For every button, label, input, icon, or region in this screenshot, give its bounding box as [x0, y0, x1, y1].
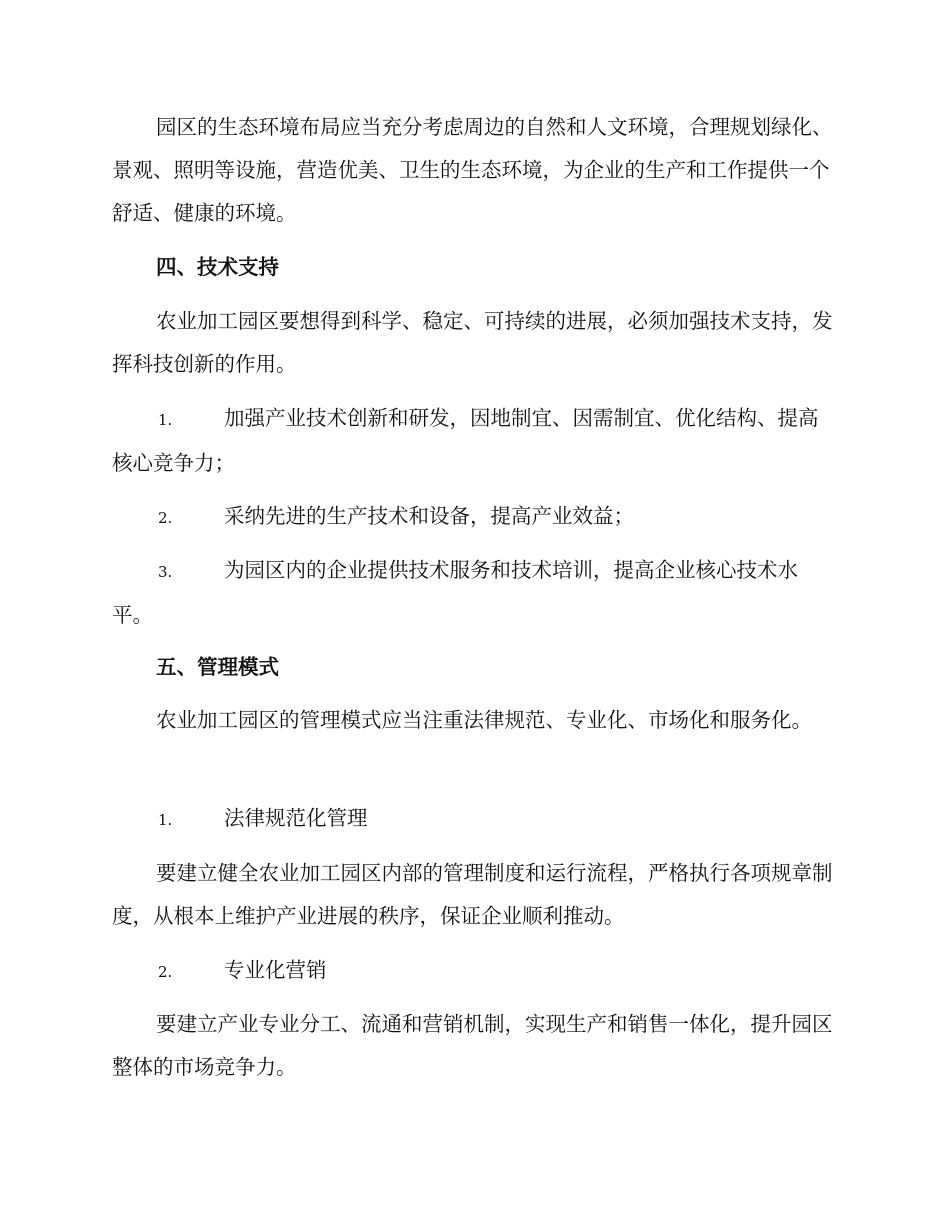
- paragraph-professional-marketing: 要建立产业专业分工、流通和营销机制，实现生产和销售一体化，提升园区整体的市场竞争力。: [112, 1012, 833, 1079]
- list-item-mgmt-2: [112, 949, 834, 994]
- list-item-tech-3: [112, 549, 834, 637]
- paragraph-management-intro: 农业加工园区的管理模式应当注重法律规范、专业化、市场化和服务化。: [156, 708, 812, 732]
- list-item-text: 采纳先进的生产技术和设备，提高产业效益；: [224, 504, 634, 528]
- list-item-tech-1: [112, 397, 834, 485]
- list-number: 2.: [158, 963, 173, 981]
- list-number: 1.: [158, 411, 173, 429]
- heading-management-mode: 五、管理模式: [156, 655, 279, 679]
- heading-tech-support: 四、技术支持: [156, 255, 279, 279]
- list-item-text: 专业化营销: [224, 958, 327, 982]
- list-number: 1.: [158, 811, 173, 829]
- paragraph-tech-intro: 农业加工园区要想得到科学、稳定、可持续的进展，必须加强技术支持，发挥科技创新的作用。: [112, 309, 833, 376]
- paragraph-eco-environment: 园区的生态环境布局应当充分考虑周边的自然和人文环境，合理规划绿化、景观、照明等设施，营造优美、卫生的生态环境，为企业的生产和工作提供一个舒适、健康的环境。: [112, 115, 833, 225]
- list-number: 3.: [158, 563, 173, 581]
- paragraph-legal-management: 要建立健全农业加工园区内部的管理制度和运行流程，严格执行各项规章制度，从根本上维护产业进展的秩序，保证企业顺利推动。: [112, 861, 833, 928]
- list-item-mgmt-1: [112, 797, 834, 842]
- list-item-text: 法律规范化管理: [224, 806, 368, 830]
- list-item-text: 加强产业技术创新和研发，因地制宜、因需制宜、优化结构、提高核心竞争力；: [112, 406, 819, 475]
- list-item-text: 为园区内的企业提供技术服务和技术培训，提高企业核心技术水平。: [112, 558, 798, 627]
- list-number: 2.: [158, 509, 173, 527]
- list-item-tech-2: [112, 495, 834, 540]
